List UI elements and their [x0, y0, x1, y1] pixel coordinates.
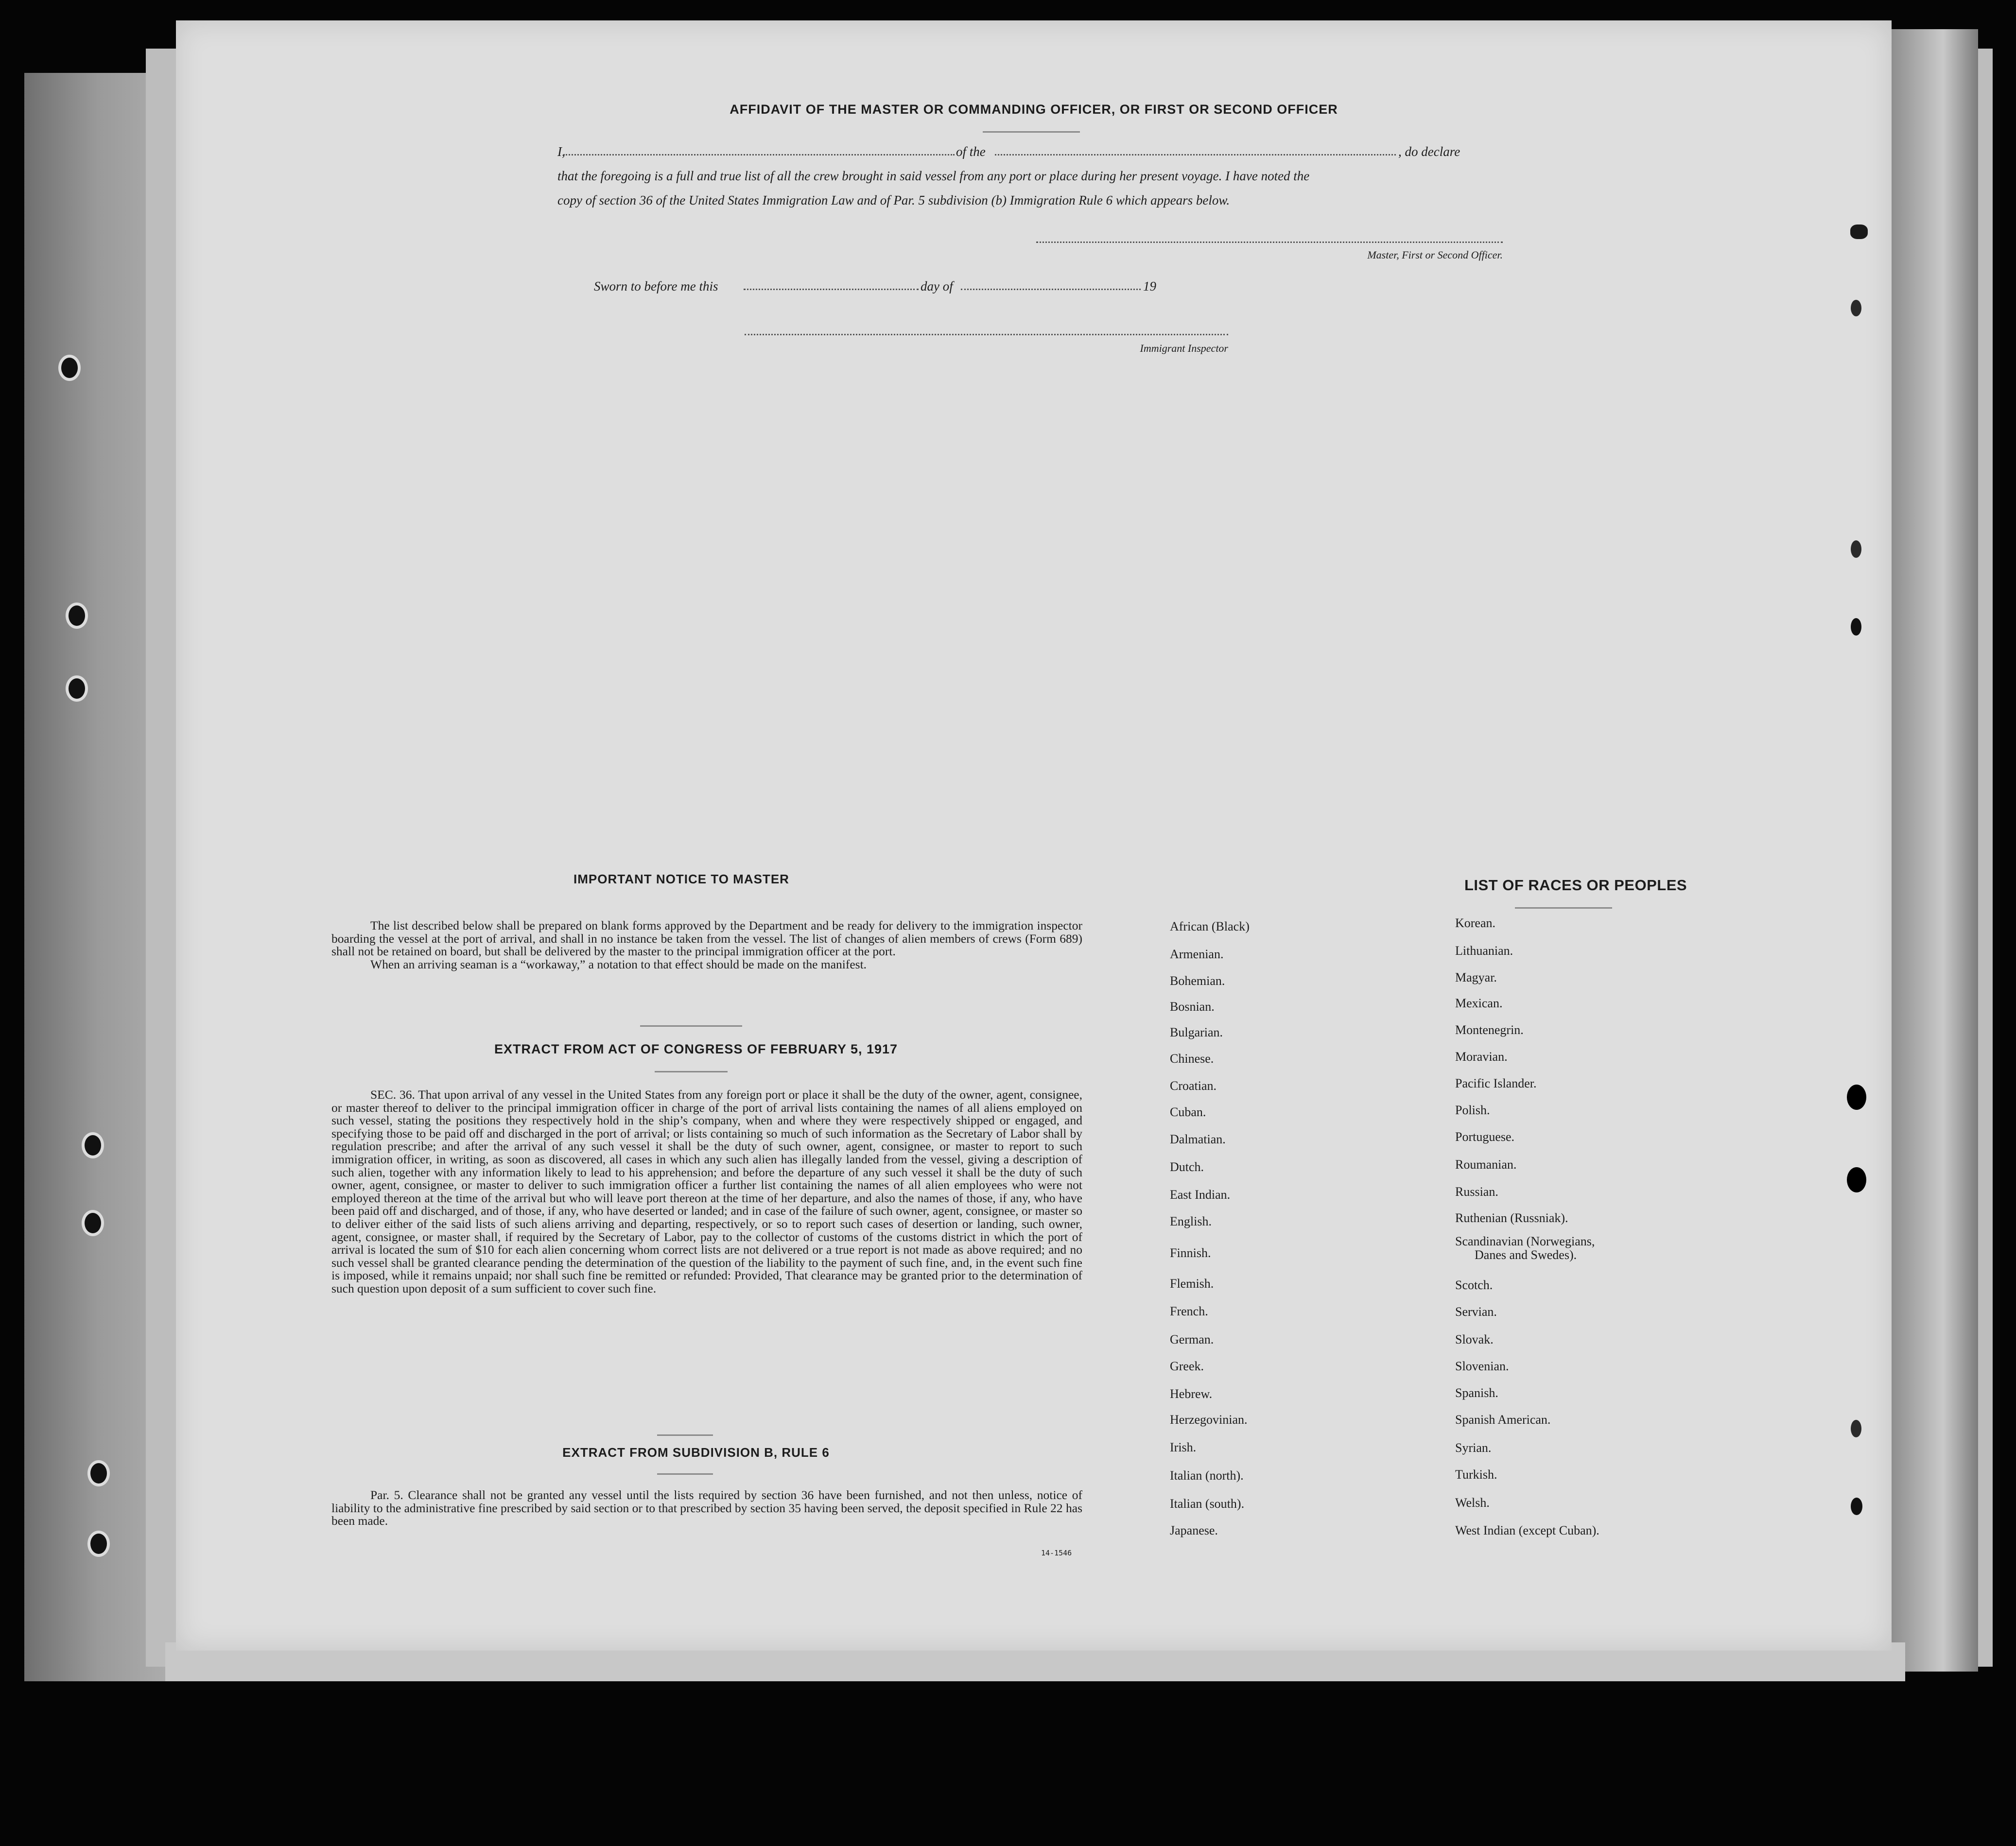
- race-entry: Herzegovinian.: [1170, 1413, 1248, 1427]
- divider: [657, 1434, 713, 1436]
- divider: [983, 131, 1080, 133]
- form-number: 14-1546: [1041, 1549, 1072, 1557]
- day-of-label: day of: [921, 279, 953, 293]
- race-entry: Italian (south).: [1170, 1497, 1245, 1511]
- inspector-signature-line[interactable]: [745, 334, 1228, 335]
- binder-hole-icon: [82, 1210, 104, 1236]
- race-entry: Russian.: [1455, 1185, 1498, 1199]
- race-entry: African (Black): [1170, 919, 1250, 933]
- race-entry: Roumanian.: [1455, 1157, 1517, 1172]
- notice-paragraph: The list described below shall be prepared on blank forms approved by the Department and be ready for delivery to the immigration inspector boarding the vessel at the port of arrival, and shall in no instance be taken from the vessel. The list of changes of alien members of crews (Form 689) shall not be retained on board, but shall be delivered by the master to the principal immigration officer at the port.: [331, 918, 1082, 959]
- sworn-month-blank[interactable]: [961, 289, 1141, 290]
- race-entry: Welsh.: [1455, 1496, 1490, 1510]
- rule-extract-body: [331, 1489, 1082, 1528]
- act-extract-body: [331, 1088, 1082, 1295]
- race-entry: Magyar.: [1455, 970, 1497, 984]
- race-entry: Scotch.: [1455, 1278, 1493, 1292]
- affidavit-line-1: [557, 144, 1529, 164]
- notice-body: [331, 919, 1082, 971]
- binder-hole-icon: [66, 603, 88, 629]
- notice-paragraph: When an arriving seaman is a “workaway,” a notation to that effect should be made on the manifest.: [370, 957, 867, 971]
- punch-hole-icon: [1847, 1167, 1866, 1192]
- punch-mark-icon: [1851, 300, 1861, 316]
- notice-title: IMPORTANT NOTICE TO MASTER: [574, 872, 789, 886]
- affidavit-title: AFFIDAVIT OF THE MASTER OR COMMANDING OFFICER, OR FIRST OR SECOND OFFICER: [730, 102, 1338, 117]
- divider: [640, 1025, 742, 1027]
- vessel-blank[interactable]: [995, 154, 1396, 155]
- race-entry: Montenegrin.: [1455, 1023, 1524, 1037]
- of-the-label: of the: [956, 144, 986, 159]
- race-entry: Italian (north).: [1170, 1468, 1244, 1483]
- race-entry: Ruthenian (Russniak).: [1455, 1211, 1568, 1225]
- race-entry: Chinese.: [1170, 1052, 1214, 1066]
- page-stack-edge: [1891, 29, 1978, 1672]
- i-label: I,: [557, 144, 565, 159]
- inspector-label: Immigrant Inspector: [1140, 342, 1228, 354]
- act-extract-text: SEC. 36. That upon arrival of any vessel in the United States from any foreign port or place it shall be the duty of the owner, agent, consignee, or master thereof to deliver to the principal immigration officer in charge of the port of arrival lists containing the names of all aliens employed on such vessel, stating the positions they respectively hold in the ship’s company, when and where they were respectively shipped or engaged, and specifying those to be paid off and discharged in the port of arrival; or lists containing so much of such information as the Secretary of Labor shall by regulation prescribe; and after the arrival of any such vessel it shall be the duty of such owner, agent, consignee, or master to report to such immigration officer, in writing, as soon as discovered, all cases in which any such alien has illegally landed from the vessel, giving a description of such alien, together with any information likely to lead to his apprehension; and before the departure of any such vessel it shall be the duty of such owner, agent, consignee, or master to deliver to such immigration officer a further list containing the names of all alien employees who were not employed thereon at the time of the arrival but who will leave port thereon at the time of her departure, and also the names of those, if any, who have been paid off and discharged, and of those, if any, who have deserted or landed; and in case of the failure of such owner, agent, consignee, or master so to deliver either of the said lists of such aliens arriving and departing, respectively, or so to report such cases of desertion or landing, such owner, agent, consignee, or master shall, if required by the Secretary of Labor, pay to the collector of customs of the customs district in which the port of arrival is located the sum of $10 for each alien concerning whom correct lists are not delivered or a true report is not made as above required; and no such vessel shall be granted clearance pending the determination of the question of the liability to the payment of such fine, and, in the event such fine is imposed, while it remains unpaid; nor shall such fine be remitted or refunded: Provided, That clearance may be granted prior to the determination of such question upon deposit of a sum sufficient to cover such fine.: [331, 1087, 1082, 1295]
- binder-hole-icon: [87, 1460, 110, 1486]
- race-entry: Bosnian.: [1170, 1000, 1215, 1014]
- binder-hole-icon: [82, 1132, 104, 1158]
- sworn-label: Sworn to before me this: [594, 279, 718, 293]
- divider: [657, 1473, 713, 1475]
- race-entry: Bohemian.: [1170, 974, 1225, 988]
- race-entry: German.: [1170, 1332, 1214, 1346]
- binder-hole-icon: [66, 675, 88, 702]
- race-entry: Croatian.: [1170, 1079, 1217, 1093]
- affidavit-line-2: that the foregoing is a full and true list of all the crew brought in said vessel from any port or place during her present voyage. I have noted the: [557, 169, 1310, 183]
- race-entry: Spanish American.: [1455, 1413, 1551, 1427]
- act-extract-title: EXTRACT FROM ACT OF CONGRESS OF FEBRUARY 5, 1917: [494, 1042, 898, 1056]
- races-right-column: [1455, 916, 1795, 1572]
- race-entry: Japanese.: [1170, 1523, 1218, 1537]
- race-entry: Finnish.: [1170, 1246, 1211, 1260]
- race-entry: Servian.: [1455, 1305, 1497, 1319]
- sworn-day-blank[interactable]: [744, 289, 919, 290]
- do-declare-label: , do declare: [1398, 144, 1460, 159]
- race-entry: Scandinavian (Norwegians,: [1455, 1234, 1595, 1248]
- race-entry: Portuguese.: [1455, 1130, 1515, 1144]
- race-entry: French.: [1170, 1304, 1208, 1318]
- binder-hole-icon: [58, 355, 81, 381]
- document-page: [176, 20, 1892, 1651]
- race-entry: Irish.: [1170, 1440, 1197, 1454]
- race-entry: Slovak.: [1455, 1332, 1494, 1346]
- divider: [655, 1071, 728, 1072]
- punch-hole-icon: [1847, 1085, 1866, 1110]
- race-entry: Greek.: [1170, 1359, 1204, 1373]
- affidavit-line-3: copy of section 36 of the United States Immigration Law and of Par. 5 subdivision (b) Immigration Rule 6 which appears below.: [557, 193, 1230, 207]
- race-entry: Moravian.: [1455, 1050, 1508, 1064]
- name-blank[interactable]: [563, 154, 955, 155]
- race-entry: Lithuanian.: [1455, 944, 1513, 958]
- race-entry: Turkish.: [1455, 1467, 1497, 1482]
- race-entry: Mexican.: [1455, 996, 1503, 1010]
- race-entry: Pacific Islander.: [1455, 1076, 1537, 1090]
- race-entry: Armenian.: [1170, 947, 1224, 961]
- race-entry: Flemish.: [1170, 1277, 1214, 1291]
- race-entry: East Indian.: [1170, 1188, 1231, 1202]
- race-entry: West Indian (except Cuban).: [1455, 1523, 1599, 1537]
- punch-mark-icon: [1851, 1498, 1862, 1515]
- master-signature-line[interactable]: [1036, 242, 1503, 243]
- races-title: LIST OF RACES OR PEOPLES: [1464, 877, 1687, 894]
- master-signature-label: Master, First or Second Officer.: [1367, 249, 1503, 261]
- rule-extract-text: Par. 5. Clearance shall not be granted any vessel until the lists required by section 36 have been furnished, and not then unless, notice of liability to the administrative fine prescribed by said section or to that prescribed by section 35 having been served, the deposit specified in Rule 22 has been made.: [331, 1488, 1082, 1528]
- year-prefix: 19: [1143, 279, 1156, 293]
- punch-mark-icon: [1850, 224, 1868, 239]
- race-entry: Cuban.: [1170, 1105, 1206, 1119]
- race-entry: English.: [1170, 1214, 1212, 1228]
- race-entry: Danes and Swedes).: [1475, 1248, 1577, 1262]
- race-entry: Bulgarian.: [1170, 1025, 1223, 1039]
- race-entry: Polish.: [1455, 1103, 1490, 1117]
- punch-mark-icon: [1851, 618, 1861, 636]
- rule-extract-title: EXTRACT FROM SUBDIVISION B, RULE 6: [562, 1445, 830, 1460]
- binder-hole-icon: [87, 1531, 110, 1557]
- punch-mark-icon: [1851, 1420, 1861, 1437]
- race-entry: Dutch.: [1170, 1160, 1204, 1174]
- races-left-column: [1170, 919, 1461, 1575]
- race-entry: Syrian.: [1455, 1441, 1492, 1455]
- divider: [1515, 907, 1612, 909]
- race-entry: Dalmatian.: [1170, 1132, 1226, 1146]
- race-entry: Spanish.: [1455, 1386, 1498, 1400]
- race-entry: Hebrew.: [1170, 1387, 1213, 1401]
- sworn-line: [594, 279, 1226, 298]
- race-entry: Slovenian.: [1455, 1359, 1509, 1373]
- punch-mark-icon: [1851, 540, 1861, 558]
- race-entry: Korean.: [1455, 916, 1496, 930]
